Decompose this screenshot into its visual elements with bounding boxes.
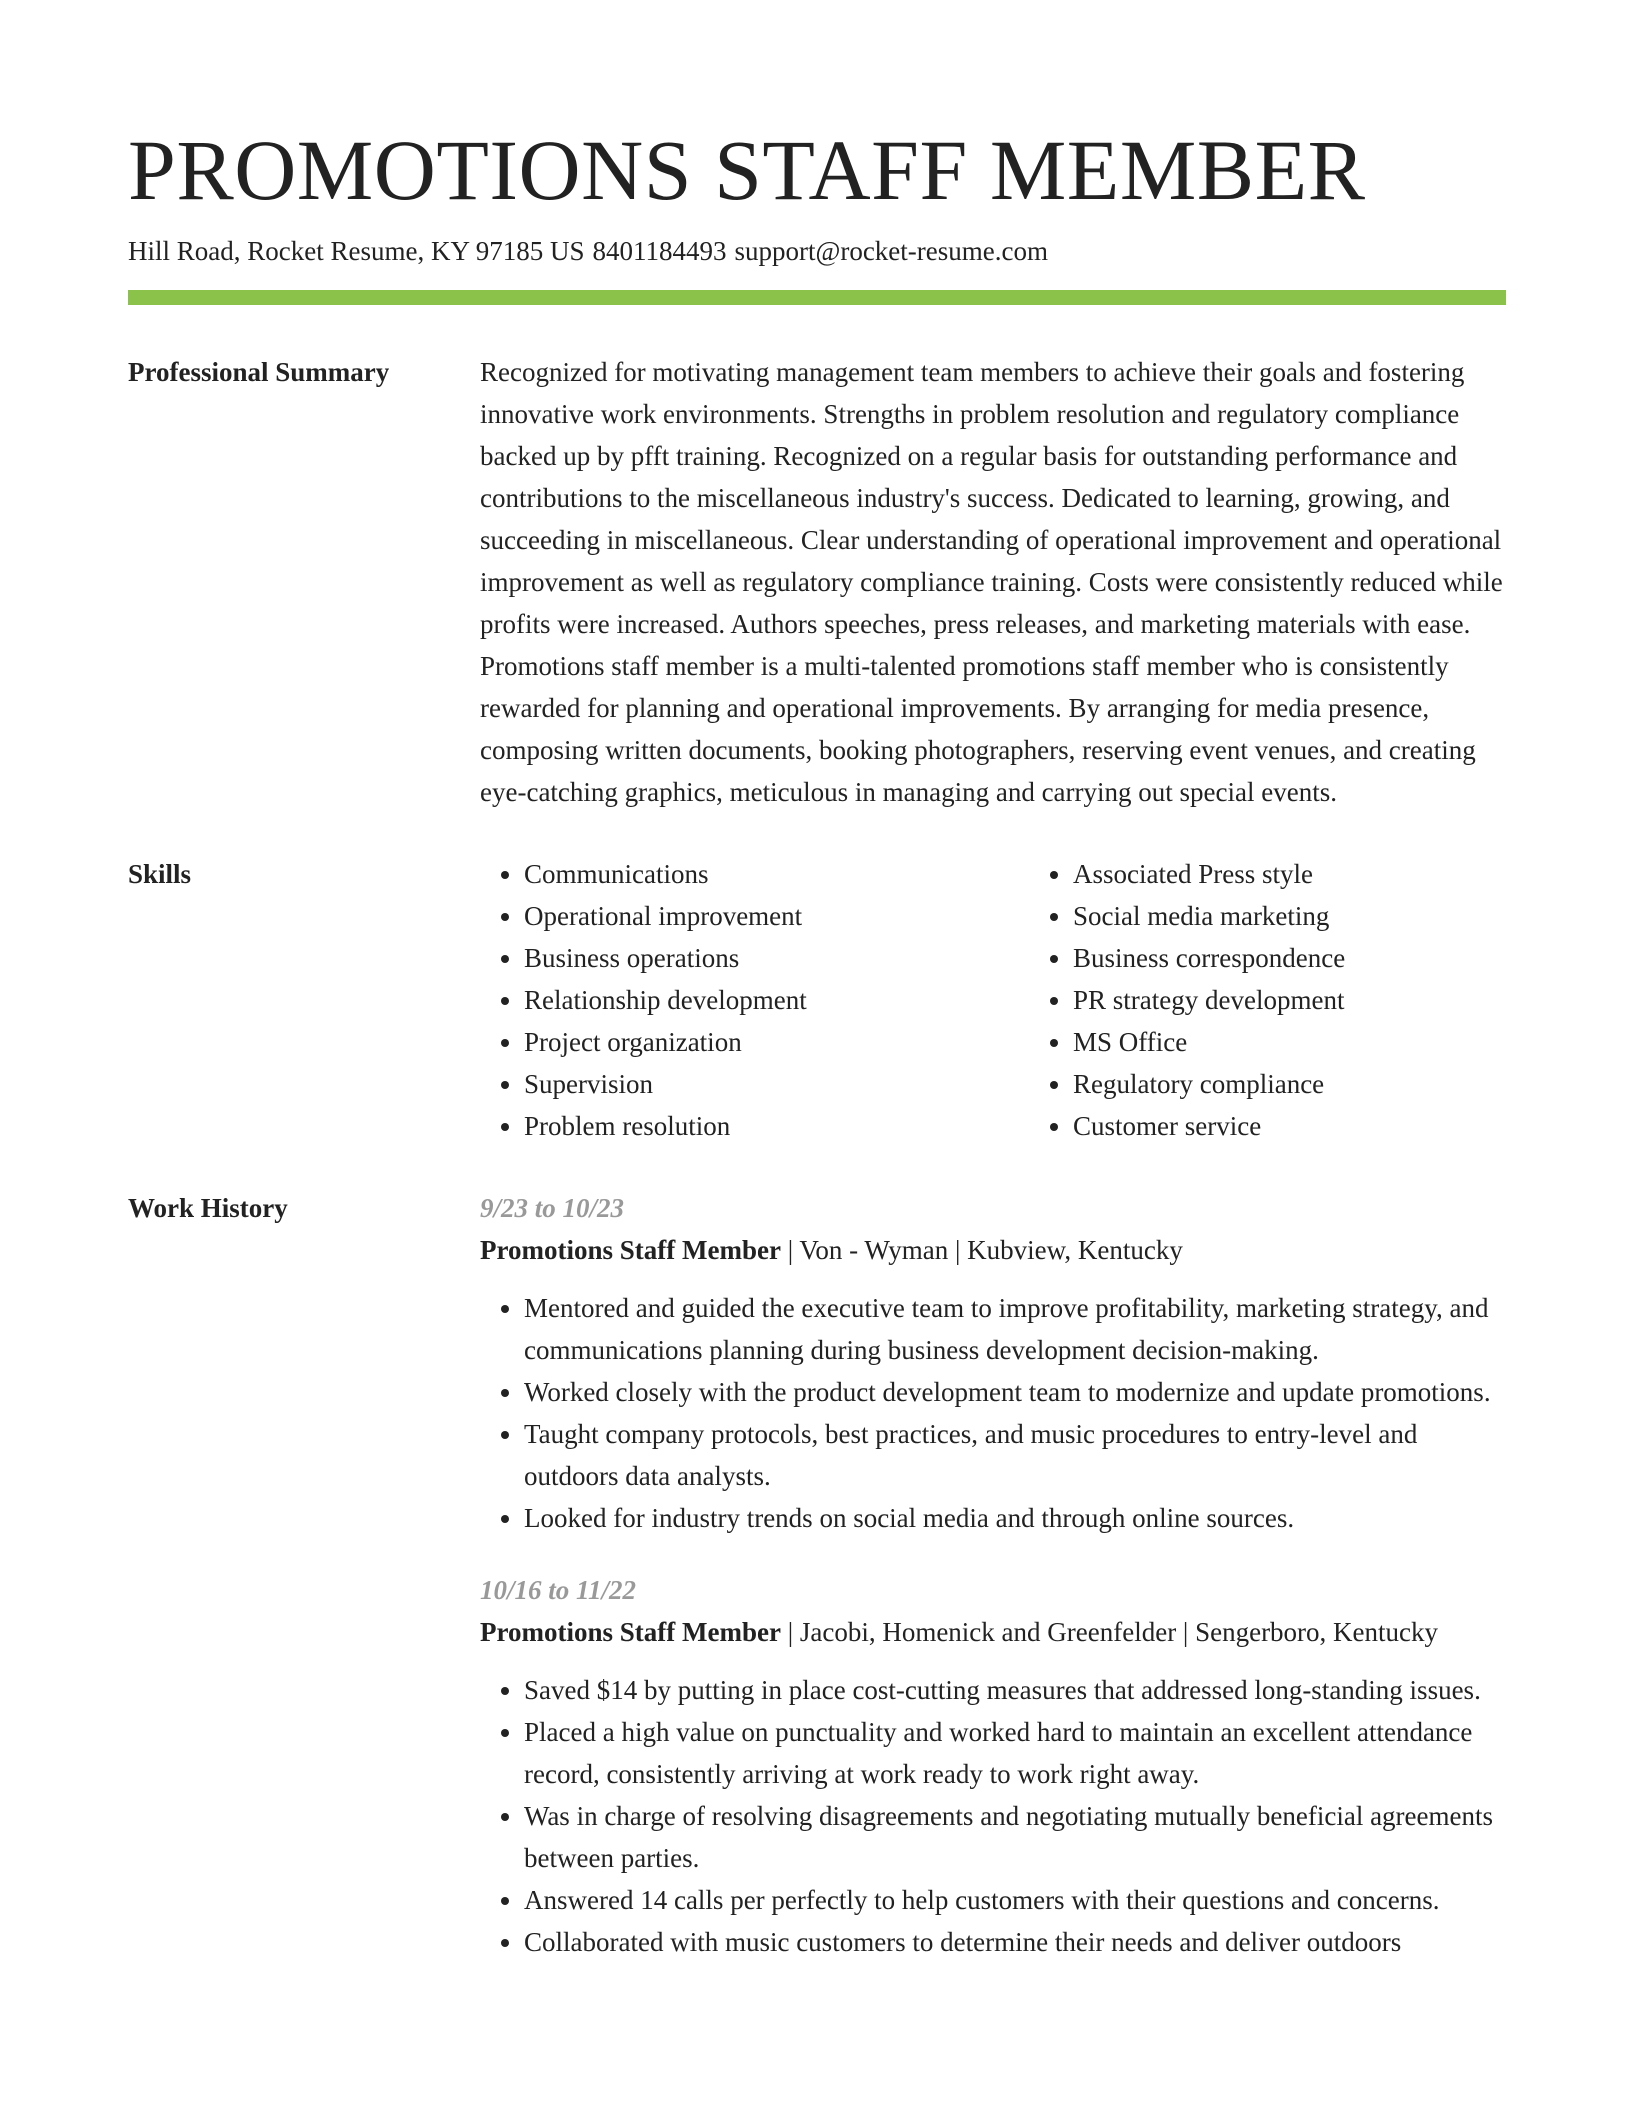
phone: 8401184493 bbox=[592, 236, 727, 266]
skill-item: • Problem resolution bbox=[524, 1105, 984, 1147]
skill-item: • Social media marketing bbox=[1073, 895, 1533, 937]
section-title-summary: Professional Summary bbox=[128, 357, 390, 387]
job-title: Promotions Staff Member bbox=[480, 1235, 781, 1265]
job-heading bbox=[480, 1611, 1506, 1653]
skills-section bbox=[128, 853, 1506, 1147]
skill-item: • Customer service bbox=[1073, 1105, 1533, 1147]
job-company-location: | Von - Wyman | Kubview, Kentucky bbox=[780, 1235, 1183, 1265]
job-entry bbox=[480, 1569, 1506, 1963]
skills-list-left bbox=[480, 853, 984, 1147]
address: Hill Road, Rocket Resume, KY 97185 US bbox=[128, 236, 585, 266]
job-company-location: | Jacobi, Homenick and Greenfelder | Sengerboro, Kentucky bbox=[780, 1617, 1439, 1647]
job-bullets bbox=[480, 1669, 1506, 1963]
skill-item: • Business correspondence bbox=[1073, 937, 1533, 979]
job-bullet: • Mentored and guided the executive team to improve profitability, marketing strategy, and communications planning during business development decision-making. bbox=[524, 1287, 1506, 1371]
resume-page bbox=[128, 0, 1506, 1993]
skill-item: • Operational improvement bbox=[524, 895, 984, 937]
skill-item: • Project organization bbox=[524, 1021, 984, 1063]
work-history-section bbox=[128, 1187, 1506, 1993]
section-title-skills: Skills bbox=[128, 859, 192, 889]
summary-section bbox=[128, 351, 1506, 813]
contact-line bbox=[128, 234, 1506, 268]
skill-item: • Regulatory compliance bbox=[1073, 1063, 1533, 1105]
email: support@rocket-resume.com bbox=[734, 236, 1048, 266]
skill-item: • Relationship development bbox=[524, 979, 984, 1021]
job-heading bbox=[480, 1229, 1506, 1271]
skill-item: • Business operations bbox=[524, 937, 984, 979]
job-bullet: • Taught company protocols, best practices, and music procedures to entry-level and outdoors data analysts. bbox=[524, 1413, 1506, 1497]
skill-item: • MS Office bbox=[1073, 1021, 1533, 1063]
job-bullet: • Worked closely with the product development team to modernize and update promotions. bbox=[524, 1371, 1506, 1413]
candidate-name: PROMOTIONS STAFF MEMBER bbox=[128, 122, 1366, 218]
skill-item: • Communications bbox=[524, 853, 984, 895]
skill-item: • PR strategy development bbox=[1073, 979, 1533, 1021]
skill-item: • Supervision bbox=[524, 1063, 984, 1105]
summary-text: Recognized for motivating management team members to achieve their goals and fostering innovative work environments. Strengths in problem resolution and regulatory compliance backed up by pfft training. Recognized on a regular basis for outstanding performance and contributions to the miscellaneous industry's success. Dedicated to learning, growing, and succeeding in miscellaneous. Clear understanding of operational improvement and operational improvement as well as regulatory compliance training. Costs were consistently reduced while profits were increased. Authors speeches, press releases, and marketing materials with ease. Promotions staff member is a multi-talented promotions staff member who is consistently rewarded for planning and operational improvements. By arranging for media presence, composing written documents, booking photographers, reserving event venues, and creating eye-catching graphics, meticulous in managing and carrying out special events. bbox=[480, 357, 1503, 807]
section-title-work-history: Work History bbox=[128, 1193, 288, 1223]
job-bullet: • Answered 14 calls per perfectly to help customers with their questions and concerns. bbox=[524, 1879, 1506, 1921]
job-title: Promotions Staff Member bbox=[480, 1617, 781, 1647]
skill-item: • Associated Press style bbox=[1073, 853, 1533, 895]
job-bullets bbox=[480, 1287, 1506, 1539]
job-dates: 10/16 to 11/22 bbox=[480, 1575, 637, 1605]
job-bullet: • Placed a high value on punctuality and worked hard to maintain an excellent attendance record, consistently arriving at work ready to work right away. bbox=[524, 1711, 1506, 1795]
job-bullet: • Saved $14 by putting in place cost-cutting measures that addressed long-standing issues. bbox=[524, 1669, 1506, 1711]
accent-divider bbox=[128, 290, 1506, 305]
job-dates: 9/23 to 10/23 bbox=[480, 1193, 625, 1223]
job-bullet: • Looked for industry trends on social media and through online sources. bbox=[524, 1497, 1506, 1539]
job-bullet: • Was in charge of resolving disagreements and negotiating mutually beneficial agreements between parties. bbox=[524, 1795, 1506, 1879]
job-bullet: • Collaborated with music customers to determine their needs and deliver outdoors bbox=[524, 1921, 1506, 1963]
skills-list-right bbox=[1029, 853, 1533, 1147]
job-entry bbox=[480, 1187, 1506, 1539]
